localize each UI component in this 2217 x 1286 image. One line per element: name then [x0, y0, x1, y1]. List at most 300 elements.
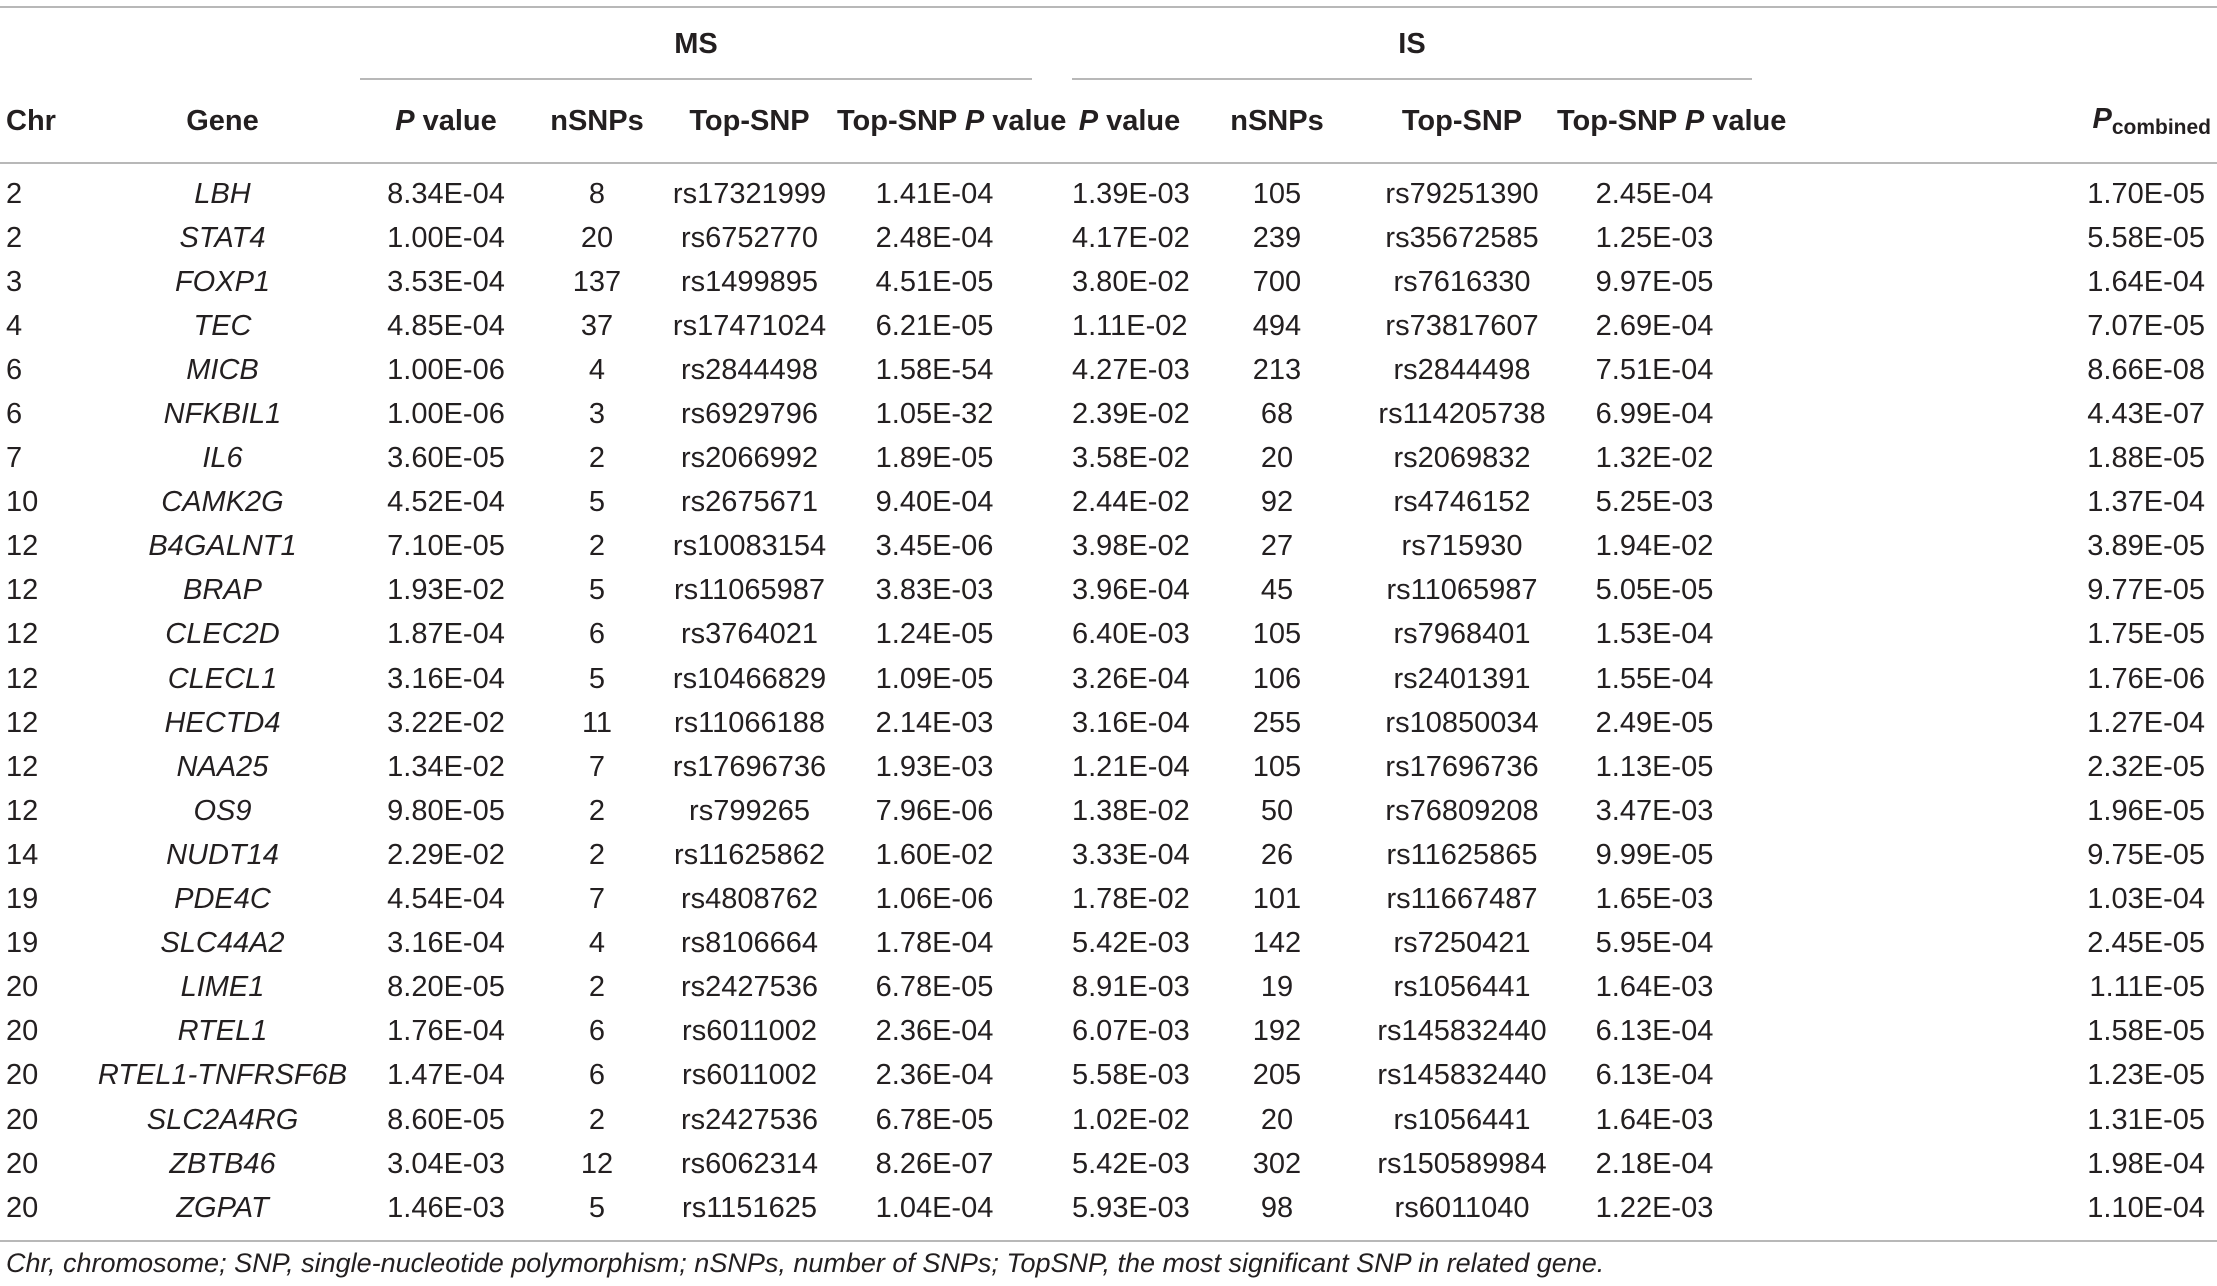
cell-ms-nsnps: 7 — [588, 883, 606, 916]
cell-ms-p-value: 1.00E-06 — [387, 353, 505, 386]
cell-ms-topsnp: rs17696736 — [672, 750, 827, 783]
col-header-ms-topsnp: Top-SNP — [662, 80, 837, 163]
col-header-ms-topsnp-p: Top-SNP P value — [837, 80, 1032, 163]
cell-ms-topsnp-p: 6.78E-05 — [875, 1103, 994, 1136]
cell-p-combined: 1.11E-05 — [2089, 971, 2205, 1004]
cell-ms-nsnps: 4 — [588, 353, 606, 386]
cell-ms-nsnps: 2 — [588, 971, 606, 1004]
cell-ms-nsnps: 137 — [572, 265, 622, 298]
cell-p-combined: 1.58E-05 — [2087, 1015, 2205, 1048]
table-body — [0, 163, 2217, 1241]
cell-is-nsnps: 19 — [1260, 971, 1294, 1004]
cell-p-combined: 5.58E-05 — [2087, 221, 2205, 254]
cell-ms-p-value: 1.47E-04 — [387, 1059, 505, 1092]
cell-is-topsnp: rs2401391 — [1393, 662, 1531, 695]
cell-is-p-value: 6.07E-03 — [1072, 1015, 1190, 1048]
table-row — [0, 745, 2217, 789]
cell-gene: HECTD4 — [164, 706, 281, 739]
table-row — [0, 304, 2217, 348]
cell-chr: 20 — [0, 1186, 85, 1241]
cell-ms-nsnps: 7 — [588, 750, 606, 783]
cell-gene: IL6 — [202, 442, 243, 475]
cell-chr: 20 — [6, 1147, 39, 1180]
cell-is-p-value: 2.39E-02 — [1072, 398, 1190, 431]
cell-is-topsnp-p: 1.94E-02 — [1595, 530, 1714, 563]
cell-ms-p-value: 8.60E-05 — [387, 1103, 505, 1136]
cell-is-topsnp-p: 3.47E-03 — [1595, 794, 1714, 827]
col-header-is-topsnp-p: Top-SNP P value — [1557, 80, 1752, 163]
cell-chr: 19 — [6, 883, 39, 916]
cell-is-topsnp: rs73817607 — [1385, 309, 1539, 342]
cell-ms-topsnp: rs6011002 — [682, 1015, 817, 1048]
cell-chr: 20 — [6, 1015, 39, 1048]
cell-ms-topsnp-p: 1.78E-04 — [875, 927, 994, 960]
col-header-gene: Gene — [85, 80, 360, 163]
cell-is-nsnps: 239 — [1252, 221, 1302, 254]
cell-p-combined: 8.66E-08 — [2087, 353, 2205, 386]
cell-is-p-value: 4.27E-03 — [1072, 353, 1190, 386]
cell-ms-topsnp: rs799265 — [689, 794, 810, 827]
table-row — [0, 789, 2217, 833]
cell-p-combined: 1.70E-05 — [2087, 177, 2205, 210]
cell-is-p-value: 1.21E-04 — [1072, 750, 1190, 783]
table-row — [0, 613, 2217, 657]
cell-p-combined: 1.23E-05 — [2087, 1059, 2205, 1092]
table-row — [0, 701, 2217, 745]
cell-p-combined: 1.37E-04 — [2087, 486, 2205, 519]
cell-gene: NAA25 — [176, 750, 269, 783]
cell-ms-p-value: 4.54E-04 — [387, 883, 505, 916]
cell-is-topsnp: rs1056441 — [1393, 1103, 1531, 1136]
cell-is-topsnp: rs715930 — [1401, 530, 1523, 563]
cell-ms-topsnp: rs2844498 — [680, 353, 819, 386]
cell-ms-nsnps: 2 — [588, 530, 606, 563]
cell-is-nsnps: 142 — [1252, 927, 1302, 960]
cell-gene: ZBTB46 — [169, 1147, 276, 1180]
cell-is-nsnps: 101 — [1252, 883, 1302, 916]
cell-chr: 12 — [6, 662, 39, 695]
cell-ms-nsnps: 5 — [588, 486, 606, 519]
cell-is-p-value: 1.11E-02 — [1072, 309, 1188, 342]
cell-is-p-value: 4.17E-02 — [1072, 221, 1190, 254]
cell-chr: 2 — [6, 221, 23, 254]
cell-ms-topsnp: rs17321999 — [672, 177, 827, 210]
cell-ms-nsnps: 6 — [588, 1059, 606, 1092]
cell-ms-p-value: 1.87E-04 — [387, 618, 505, 651]
cell-ms-p-value: 3.16E-04 — [387, 662, 505, 695]
cell-is-topsnp-p: 2.69E-04 — [1595, 309, 1714, 342]
cell-ms-nsnps: 4 — [588, 927, 606, 960]
cell-gene: FOXP1 — [174, 265, 271, 298]
col-header-ms-nsnps: nSNPs — [532, 80, 662, 163]
cell-chr: 12 — [6, 706, 39, 739]
cell-p-combined: 2.32E-05 — [2087, 750, 2205, 783]
cell-ms-p-value: 3.22E-02 — [387, 706, 505, 739]
cell-chr: 10 — [6, 486, 39, 519]
cell-ms-p-value: 1.00E-04 — [387, 221, 505, 254]
cell-gene: NFKBIL1 — [163, 398, 282, 431]
cell-ms-topsnp-p: 2.36E-04 — [875, 1015, 994, 1048]
cell-ms-topsnp: rs6062314 — [680, 1147, 819, 1180]
cell-ms-topsnp-p: 1.41E-04 — [875, 177, 994, 210]
cell-ms-topsnp: rs10083154 — [672, 530, 827, 563]
cell-ms-topsnp-p: 6.21E-05 — [875, 309, 994, 342]
cell-ms-topsnp: rs8106664 — [680, 927, 819, 960]
cell-is-nsnps: 26 — [1260, 838, 1294, 871]
cell-ms-p-value: 3.60E-05 — [387, 442, 505, 475]
cell-ms-nsnps: 11 — [581, 706, 613, 739]
cell-ms-topsnp: rs10466829 — [672, 662, 827, 695]
cell-ms-topsnp-p: 1.58E-54 — [875, 353, 994, 386]
cell-is-topsnp-p: 2.18E-04 — [1595, 1147, 1714, 1180]
cell-is-p-value: 1.02E-02 — [1072, 1103, 1190, 1136]
cell-ms-topsnp-p: 3.45E-06 — [875, 530, 994, 563]
cell-chr: 6 — [6, 353, 23, 386]
cell-ms-topsnp-p: 1.93E-03 — [875, 750, 994, 783]
table-row — [0, 1010, 2217, 1054]
cell-ms-p-value: 7.10E-05 — [387, 530, 505, 563]
cell-ms-topsnp-p: 1.05E-32 — [875, 398, 994, 431]
cell-ms-p-value: 9.80E-05 — [387, 794, 505, 827]
table-row — [0, 1098, 2217, 1142]
cell-is-topsnp-p: 6.99E-04 — [1595, 398, 1714, 431]
group-header-row — [0, 8, 2217, 80]
table-row — [0, 525, 2217, 569]
cell-is-topsnp-p: 5.25E-03 — [1595, 486, 1714, 519]
table-row — [0, 1186, 2217, 1241]
cell-is-topsnp-p: 1.53E-04 — [1595, 618, 1714, 651]
cell-ms-nsnps: 20 — [580, 221, 614, 254]
cell-ms-topsnp-p: 1.24E-05 — [875, 618, 994, 651]
column-header-row — [0, 80, 2217, 163]
cell-is-nsnps: 302 — [1252, 1147, 1302, 1180]
cell-p-combined: 1.96E-05 — [2087, 794, 2205, 827]
cell-ms-nsnps: 5 — [532, 1186, 662, 1241]
cell-ms-topsnp: rs11625862 — [673, 838, 826, 871]
cell-gene: LIME1 — [180, 971, 265, 1004]
cell-is-topsnp-p: 1.55E-04 — [1595, 662, 1714, 695]
cell-ms-topsnp-p: 9.40E-04 — [875, 486, 994, 519]
table-row — [0, 966, 2217, 1010]
cell-ms-p-value: 1.93E-02 — [387, 574, 505, 607]
cell-ms-nsnps: 2 — [588, 794, 606, 827]
cell-chr: 20 — [6, 1103, 39, 1136]
cell-is-p-value: 5.58E-03 — [1072, 1059, 1190, 1092]
cell-is-topsnp: rs11065987 — [1386, 574, 1538, 607]
cell-chr: 12 — [6, 750, 39, 783]
cell-is-nsnps: 20 — [1260, 442, 1294, 475]
cell-ms-topsnp: rs4808762 — [680, 883, 819, 916]
cell-ms-topsnp-p: 1.89E-05 — [875, 442, 994, 475]
cell-is-p-value: 1.38E-02 — [1072, 794, 1190, 827]
cell-gene: CAMK2G — [161, 486, 284, 519]
cell-is-topsnp: rs7250421 — [1393, 927, 1531, 960]
cell-chr: 12 — [6, 574, 39, 607]
cell-is-topsnp: rs114205738 — [1378, 398, 1546, 431]
table-row — [0, 569, 2217, 613]
cell-ms-p-value: 1.46E-03 — [360, 1186, 532, 1241]
cell-is-p-value: 3.96E-04 — [1072, 574, 1190, 607]
cell-ms-topsnp: rs1499895 — [680, 265, 819, 298]
table-row — [0, 922, 2217, 966]
cell-ms-nsnps: 37 — [580, 309, 614, 342]
cell-ms-topsnp: rs17471024 — [672, 309, 827, 342]
cell-gene: CLEC2D — [165, 618, 280, 651]
table-row — [0, 348, 2217, 392]
cell-chr: 12 — [6, 794, 39, 827]
cell-gene: LBH — [194, 177, 251, 210]
cell-ms-topsnp: rs2066992 — [680, 442, 819, 475]
cell-is-p-value: 3.16E-04 — [1072, 706, 1190, 739]
cell-is-p-value: 3.80E-02 — [1072, 265, 1190, 298]
cell-ms-topsnp-p: 2.48E-04 — [875, 221, 994, 254]
cell-is-topsnp-p: 1.13E-05 — [1595, 750, 1714, 783]
cell-chr: 2 — [6, 177, 23, 210]
cell-gene: STAT4 — [179, 221, 266, 254]
cell-ms-topsnp: rs2427536 — [680, 1103, 819, 1136]
cell-ms-nsnps: 5 — [588, 574, 606, 607]
cell-is-topsnp: rs11625865 — [1386, 838, 1538, 871]
cell-ms-p-value: 1.00E-06 — [387, 398, 505, 431]
cell-gene: ZGPAT — [85, 1186, 360, 1241]
table-row — [0, 1054, 2217, 1098]
cell-ms-nsnps: 2 — [588, 838, 606, 871]
cell-is-topsnp: rs2844498 — [1393, 353, 1531, 386]
cell-p-combined: 7.07E-05 — [2087, 309, 2205, 342]
cell-p-combined: 1.98E-04 — [2087, 1147, 2205, 1180]
cell-ms-nsnps: 3 — [588, 398, 606, 431]
cell-is-topsnp: rs10850034 — [1385, 706, 1539, 739]
cell-ms-p-value: 2.29E-02 — [387, 838, 505, 871]
cell-is-topsnp-p: 9.99E-05 — [1595, 838, 1714, 871]
col-header-chr: Chr — [0, 80, 85, 163]
cell-p-combined: 1.76E-06 — [2087, 662, 2205, 695]
cell-is-nsnps: 105 — [1252, 177, 1302, 210]
cell-is-topsnp: rs17696736 — [1385, 750, 1539, 783]
cell-ms-p-value: 4.52E-04 — [387, 486, 505, 519]
cell-p-combined: 2.45E-05 — [2087, 927, 2205, 960]
table-row — [0, 260, 2217, 304]
cell-chr: 4 — [6, 309, 23, 342]
cell-is-topsnp: rs145832440 — [1377, 1015, 1547, 1048]
cell-ms-p-value: 1.76E-04 — [387, 1015, 505, 1048]
cell-is-topsnp-p: 1.64E-03 — [1595, 1103, 1714, 1136]
col-header-is-p-value: P value — [1072, 80, 1187, 163]
cell-is-topsnp: rs4746152 — [1393, 486, 1531, 519]
cell-ms-topsnp: rs11066188 — [673, 706, 826, 739]
cell-ms-nsnps: 8 — [588, 177, 606, 210]
cell-gene: PDE4C — [174, 883, 271, 916]
cell-is-nsnps: 92 — [1260, 486, 1294, 519]
cell-gene: BRAP — [183, 574, 262, 607]
cell-is-nsnps: 213 — [1252, 353, 1302, 386]
cell-ms-p-value: 3.16E-04 — [387, 927, 505, 960]
cell-is-topsnp: rs76809208 — [1385, 794, 1539, 827]
cell-is-nsnps: 700 — [1252, 265, 1302, 298]
cell-p-combined: 1.10E-04 — [1982, 1186, 2217, 1241]
cell-is-topsnp-p: 1.25E-03 — [1595, 221, 1714, 254]
cell-gene: OS9 — [193, 794, 252, 827]
cell-is-topsnp-p: 1.64E-03 — [1595, 971, 1714, 1004]
table-row — [0, 657, 2217, 701]
cell-p-combined: 1.75E-05 — [2087, 618, 2205, 651]
cell-is-topsnp-p: 6.13E-04 — [1595, 1059, 1714, 1092]
cell-is-topsnp-p: 5.05E-05 — [1595, 574, 1714, 607]
cell-chr: 12 — [6, 618, 39, 651]
cell-ms-topsnp: rs6011002 — [682, 1059, 817, 1092]
cell-chr: 19 — [6, 927, 39, 960]
cell-ms-topsnp-p: 3.83E-03 — [875, 574, 994, 607]
cell-is-nsnps: 105 — [1252, 750, 1302, 783]
cell-gene: MICB — [186, 353, 259, 386]
cell-is-p-value: 3.58E-02 — [1072, 442, 1190, 475]
cell-gene: NUDT14 — [166, 838, 279, 871]
cell-ms-topsnp: rs2427536 — [680, 971, 819, 1004]
cell-ms-topsnp-p: 1.09E-05 — [875, 662, 994, 695]
cell-ms-topsnp-p: 6.78E-05 — [875, 971, 994, 1004]
cell-ms-topsnp-p: 2.14E-03 — [875, 706, 994, 739]
cell-p-combined: 1.88E-05 — [2087, 442, 2205, 475]
cell-is-nsnps: 205 — [1252, 1059, 1302, 1092]
cell-chr: 6 — [6, 398, 23, 431]
cell-is-nsnps: 106 — [1252, 662, 1302, 695]
cell-ms-topsnp: rs2675671 — [680, 486, 819, 519]
cell-is-nsnps: 105 — [1252, 618, 1302, 651]
cell-is-topsnp: rs1056441 — [1393, 971, 1531, 1004]
cell-p-combined: 1.27E-04 — [2087, 706, 2205, 739]
cell-p-combined: 3.89E-05 — [2087, 530, 2205, 563]
table-footnote: Chr, chromosome; SNP, single-nucleotide polymorphism; nSNPs, number of SNPs; TopSNP, the most significant SNP in related gene. — [6, 1248, 1605, 1278]
cell-ms-nsnps: 2 — [588, 1103, 606, 1136]
cell-is-topsnp-p: 1.22E-03 — [1557, 1186, 1752, 1241]
cell-gene: TEC — [193, 309, 252, 342]
cell-is-topsnp: rs145832440 — [1377, 1059, 1547, 1092]
cell-p-combined: 4.43E-07 — [2087, 398, 2205, 431]
cell-ms-nsnps: 2 — [588, 442, 606, 475]
cell-ms-p-value: 1.34E-02 — [387, 750, 505, 783]
cell-gene: SLC2A4RG — [146, 1103, 299, 1136]
cell-is-nsnps: 192 — [1252, 1015, 1302, 1048]
cell-ms-topsnp-p: 2.36E-04 — [875, 1059, 994, 1092]
cell-is-topsnp: rs11667487 — [1386, 883, 1538, 916]
cell-is-p-value: 5.42E-03 — [1072, 1147, 1190, 1180]
cell-gene: SLC44A2 — [160, 927, 285, 960]
cell-is-topsnp-p: 5.95E-04 — [1595, 927, 1714, 960]
group-header-is: IS — [1072, 8, 1752, 80]
cell-p-combined: 9.75E-05 — [2087, 838, 2205, 871]
cell-is-nsnps: 20 — [1260, 1103, 1294, 1136]
cell-is-topsnp-p: 9.97E-05 — [1595, 265, 1714, 298]
col-header-p-combined: $P_{combined}$ — [1982, 80, 2217, 163]
col-header-is-topsnp: Top-SNP — [1367, 80, 1557, 163]
table-row — [0, 878, 2217, 922]
cell-is-nsnps: 68 — [1260, 398, 1294, 431]
cell-chr: 14 — [6, 838, 39, 871]
cell-p-combined: 1.64E-04 — [2087, 265, 2205, 298]
cell-is-p-value: 2.44E-02 — [1072, 486, 1190, 519]
cell-is-nsnps: 98 — [1187, 1186, 1367, 1241]
cell-is-topsnp-p: 6.13E-04 — [1595, 1015, 1714, 1048]
table-row — [0, 437, 2217, 481]
cell-is-p-value: 1.78E-02 — [1072, 883, 1190, 916]
cell-chr: 7 — [6, 442, 23, 475]
cell-is-nsnps: 255 — [1252, 706, 1302, 739]
cell-is-p-value: 3.98E-02 — [1072, 530, 1190, 563]
cell-ms-p-value: 3.53E-04 — [387, 265, 505, 298]
cell-is-p-value: 3.26E-04 — [1072, 662, 1190, 695]
table-row — [0, 833, 2217, 877]
cell-is-topsnp-p: 2.45E-04 — [1595, 177, 1714, 210]
cell-gene: CLECL1 — [167, 662, 278, 695]
cell-is-p-value: 3.33E-04 — [1072, 838, 1190, 871]
cell-chr: 12 — [6, 530, 39, 563]
table-row — [0, 216, 2217, 260]
cell-ms-topsnp: rs3764021 — [680, 618, 819, 651]
cell-is-p-value: 1.39E-03 — [1072, 177, 1190, 210]
cell-is-topsnp: rs7616330 — [1393, 265, 1531, 298]
cell-is-topsnp: rs35672585 — [1385, 221, 1539, 254]
cell-is-topsnp: rs150589984 — [1377, 1147, 1547, 1180]
cell-is-nsnps: 50 — [1260, 794, 1294, 827]
cell-p-combined: 1.31E-05 — [2087, 1103, 2205, 1136]
cell-chr: 20 — [6, 971, 39, 1004]
cell-is-topsnp-p: 1.32E-02 — [1595, 442, 1714, 475]
cell-is-nsnps: 27 — [1260, 530, 1294, 563]
cell-gene: RTEL1-TNFRSF6B — [97, 1059, 348, 1092]
cell-is-topsnp: rs2069832 — [1393, 442, 1531, 475]
cell-ms-topsnp-p: 1.60E-02 — [875, 838, 994, 871]
cell-is-topsnp: rs6011040 — [1367, 1186, 1557, 1241]
cell-is-topsnp-p: 2.49E-05 — [1595, 706, 1714, 739]
cell-ms-topsnp: rs11065987 — [673, 574, 826, 607]
cell-ms-nsnps: 12 — [580, 1147, 614, 1180]
cell-is-nsnps: 494 — [1252, 309, 1302, 342]
cell-ms-topsnp: rs6929796 — [680, 398, 819, 431]
table-row — [0, 1142, 2217, 1186]
cell-is-p-value: 6.40E-03 — [1072, 618, 1190, 651]
cell-is-topsnp: rs79251390 — [1385, 177, 1539, 210]
cell-ms-topsnp-p: 1.04E-04 — [837, 1186, 1032, 1241]
cell-ms-p-value: 3.04E-03 — [387, 1147, 505, 1180]
cell-p-combined: 9.77E-05 — [2087, 574, 2205, 607]
table-row — [0, 392, 2217, 436]
cell-ms-p-value: 4.85E-04 — [387, 309, 505, 342]
table-row — [0, 481, 2217, 525]
cell-gene: B4GALNT1 — [148, 530, 297, 563]
col-header-ms-p-value: P value — [360, 80, 532, 163]
col-header-is-nsnps: nSNPs — [1187, 80, 1367, 163]
group-header-ms: MS — [360, 8, 1032, 80]
cell-is-topsnp: rs7968401 — [1393, 618, 1531, 651]
cell-is-topsnp-p: 1.65E-03 — [1595, 883, 1714, 916]
cell-ms-topsnp-p: 8.26E-07 — [875, 1147, 994, 1180]
cell-ms-p-value: 8.34E-04 — [387, 177, 505, 210]
cell-ms-topsnp: rs1151625 — [662, 1186, 837, 1241]
cell-ms-topsnp-p: 4.51E-05 — [875, 265, 994, 298]
cell-ms-p-value: 8.20E-05 — [387, 971, 505, 1004]
cell-is-p-value: 8.91E-03 — [1072, 971, 1190, 1004]
cell-is-p-value: 5.42E-03 — [1072, 927, 1190, 960]
cell-p-combined: 1.03E-04 — [2087, 883, 2205, 916]
cell-ms-nsnps: 5 — [588, 662, 606, 695]
cell-gene: RTEL1 — [177, 1015, 268, 1048]
table-row — [0, 163, 2217, 216]
cell-ms-nsnps: 6 — [588, 618, 606, 651]
cell-is-p-value: 5.93E-03 — [1072, 1186, 1187, 1241]
cell-ms-topsnp: rs6752770 — [680, 221, 819, 254]
cell-is-nsnps: 45 — [1260, 574, 1294, 607]
cell-chr: 20 — [6, 1059, 39, 1092]
